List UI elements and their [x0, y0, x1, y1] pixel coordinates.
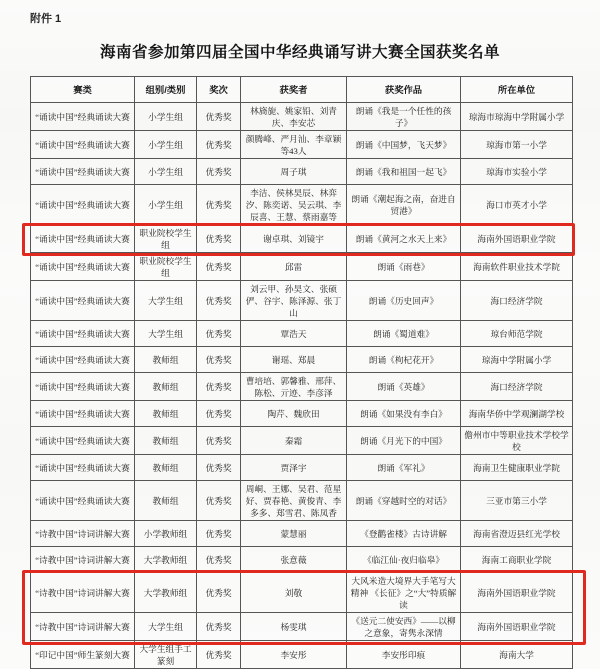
- table-cell: 朗诵《穿越时空的对话》: [347, 481, 461, 521]
- table-cell: 优秀奖: [197, 281, 241, 321]
- table-cell: 朗诵《黄河之水天上来》: [347, 225, 461, 253]
- table-cell: “诵读中国”经典诵读大赛: [31, 185, 135, 225]
- table-cell: 海南软件职业技术学院: [461, 253, 573, 281]
- table-cell: “诵读中国”经典诵读大赛: [31, 159, 135, 185]
- table-cell: 优秀奖: [197, 103, 241, 131]
- table-cell: 《临江仙·夜归临皋》: [347, 547, 461, 573]
- table-row: [31, 281, 573, 321]
- table-cell: 优秀奖: [197, 159, 241, 185]
- table-cell: 李洁、侯林昊辰、林弈汐、陈奕诺、吴云琪、李辰喜、王慧、蔡雨嘉等: [241, 185, 347, 225]
- table-row: [31, 159, 573, 185]
- table-row: [31, 225, 573, 253]
- table-cell: 优秀奖: [197, 253, 241, 281]
- table-cell: 优秀奖: [197, 521, 241, 547]
- table-cell: “诗教中国”诗词讲解大赛: [31, 547, 135, 573]
- column-header: 获奖作品: [347, 77, 461, 103]
- table-cell: 邱雷: [241, 253, 347, 281]
- table-cell: 教师组: [135, 455, 197, 481]
- table-row: [31, 613, 573, 641]
- table-cell: 大学教师组: [135, 547, 197, 573]
- attachment-label: 附件 1: [30, 13, 62, 25]
- table-cell: “诵读中国”经典诵读大赛: [31, 103, 135, 131]
- table-cell: 海南工商职业学院: [461, 547, 573, 573]
- table-cell: 谢卓琪、刘镜宇: [241, 225, 347, 253]
- table-cell: 朗诵《月光下的中国》: [347, 427, 461, 455]
- table-cell: 朗诵《蜀道难》: [347, 321, 461, 347]
- table-cell: 周峒、王娜、吴君、范星好、贾春艳、黄俊青、李多多、郑雪君、陈凤香: [241, 481, 347, 521]
- table-cell: 朗诵《英雄》: [347, 373, 461, 401]
- table-cell: 曹培培、郭馨雅、邢萍、陈松、亓迹、李彦泽: [241, 373, 347, 401]
- table-cell: 小学生组: [135, 159, 197, 185]
- table-cell: 琼海中学附属小学: [461, 347, 573, 373]
- table-row: [31, 103, 573, 131]
- table-cell: 大学生组: [135, 321, 197, 347]
- table-cell: “诵读中国”经典诵读大赛: [31, 281, 135, 321]
- table-cell: 海南外国语职业学院: [461, 225, 573, 253]
- table-row: [31, 321, 573, 347]
- table-cell: “诵读中国”经典诵读大赛: [31, 347, 135, 373]
- table-cell: 朗诵《雨巷》: [347, 253, 461, 281]
- table-cell: 海南外国语职业学院: [461, 573, 573, 613]
- table-cell: 海南卫生健康职业学院: [461, 455, 573, 481]
- table-cell: “诵读中国”经典诵读大赛: [31, 373, 135, 401]
- table-cell: 林旖旎、姚家铅、刘青庆、李安芯: [241, 103, 347, 131]
- table-cell: 优秀奖: [197, 481, 241, 521]
- table-cell: 琼海市实验小学: [461, 159, 573, 185]
- table-cell: 朗诵《如果没有李白》: [347, 401, 461, 427]
- table-cell: “诵读中国”经典诵读大赛: [31, 481, 135, 521]
- table-cell: 朗诵《潮起海之南，奋进自贸港》: [347, 185, 461, 225]
- table-row: [31, 641, 573, 669]
- table-cell: 贾泽宇: [241, 455, 347, 481]
- table-cell: “诗教中国”诗词讲解大赛: [31, 613, 135, 641]
- table-cell: 职业院校学生组: [135, 225, 197, 253]
- table-cell: 杨雯琪: [241, 613, 347, 641]
- table-cell: “诵读中国”经典诵读大赛: [31, 401, 135, 427]
- table-cell: “诵读中国”经典诵读大赛: [31, 321, 135, 347]
- table-cell: 李安彤印痕: [347, 641, 461, 669]
- table-cell: 大风米造大境界大手笔写大精神 《长征》之“大”特质解读: [347, 573, 461, 613]
- table-cell: 李安彤: [241, 641, 347, 669]
- table-cell: 教师组: [135, 401, 197, 427]
- table-cell: 海南外国语职业学院: [461, 613, 573, 641]
- table-cell: 大学生组: [135, 281, 197, 321]
- table-row: [31, 521, 573, 547]
- table-cell: 《登鹳雀楼》古诗讲解: [347, 521, 461, 547]
- table-cell: 琼台师范学院: [461, 321, 573, 347]
- column-header: 组别/类别: [135, 77, 197, 103]
- table-cell: 儋州市中等职业技术学校学校: [461, 427, 573, 455]
- table-cell: 朗诵《我是一个任性的孩子》: [347, 103, 461, 131]
- table-row: [31, 185, 573, 225]
- table-cell: 优秀奖: [197, 373, 241, 401]
- table-cell: 优秀奖: [197, 427, 241, 455]
- column-header: 奖次: [197, 77, 241, 103]
- table-cell: 张意薇: [241, 547, 347, 573]
- table-body: [31, 103, 573, 669]
- table-cell: 优秀奖: [197, 641, 241, 669]
- table-cell: 小学生组: [135, 131, 197, 159]
- table-row: [31, 131, 573, 159]
- table-cell: 教师组: [135, 347, 197, 373]
- table-cell: 海南省澄迈县红光学校: [461, 521, 573, 547]
- table-row: [31, 347, 573, 373]
- page-title: 海南省参加第四届全国中华经典诵写讲大赛全国获奖名单: [99, 44, 500, 61]
- table-cell: 海口市英才小学: [461, 185, 573, 225]
- table-cell: 优秀奖: [197, 225, 241, 253]
- table-cell: 陶芹、魏欣田: [241, 401, 347, 427]
- awards-table-wrap: [30, 76, 572, 669]
- table-cell: 优秀奖: [197, 131, 241, 159]
- table-cell: 周子琪: [241, 159, 347, 185]
- table-cell: 优秀奖: [197, 547, 241, 573]
- table-cell: 朗诵《历史回声》: [347, 281, 461, 321]
- table-cell: 海口经济学院: [461, 373, 573, 401]
- table-cell: 谢瑶、郑晨: [241, 347, 347, 373]
- table-cell: 优秀奖: [197, 455, 241, 481]
- column-header: 所在单位: [461, 77, 573, 103]
- table-row: [31, 373, 573, 401]
- table-cell: 刘云甲、孙昊文、张硕俨、谷宇、陈泽源、张丁山: [241, 281, 347, 321]
- table-row: [31, 481, 573, 521]
- table-row: [31, 455, 573, 481]
- table-cell: “诗教中国”诗词讲解大赛: [31, 573, 135, 613]
- table-cell: 职业院校学生组: [135, 253, 197, 281]
- table-cell: 蒙慧丽: [241, 521, 347, 547]
- table-cell: 秦霜: [241, 427, 347, 455]
- table-cell: 三亚市第三小学: [461, 481, 573, 521]
- table-cell: 覃浩天: [241, 321, 347, 347]
- table-cell: “诵读中国”经典诵读大赛: [31, 427, 135, 455]
- table-cell: 颜腾峰、严月汕、李章颖等43人: [241, 131, 347, 159]
- table-cell: 优秀奖: [197, 573, 241, 613]
- table-cell: 海南华侨中学观澜湖学校: [461, 401, 573, 427]
- table-cell: 小学生组: [135, 103, 197, 131]
- table-cell: 教师组: [135, 373, 197, 401]
- table-cell: 海南大学: [461, 641, 573, 669]
- table-cell: 刘敬: [241, 573, 347, 613]
- table-cell: “诵读中国”经典诵读大赛: [31, 225, 135, 253]
- table-cell: 海口经济学院: [461, 281, 573, 321]
- table-cell: 优秀奖: [197, 613, 241, 641]
- table-cell: 小学教师组: [135, 521, 197, 547]
- table-cell: 大学生组手工篆刻: [135, 641, 197, 669]
- table-cell: 优秀奖: [197, 321, 241, 347]
- table-cell: “诵读中国”经典诵读大赛: [31, 455, 135, 481]
- table-cell: 朗诵《中国梦，飞天梦》: [347, 131, 461, 159]
- table-header-row: [31, 77, 573, 103]
- table-row: [31, 401, 573, 427]
- table-cell: 琼海市第一小学: [461, 131, 573, 159]
- table-row: [31, 427, 573, 455]
- column-header: 赛类: [31, 77, 135, 103]
- table-cell: 优秀奖: [197, 185, 241, 225]
- table-cell: 大学生组: [135, 613, 197, 641]
- table-cell: 朗诵《枸杞花开》: [347, 347, 461, 373]
- table-cell: 《送元二使安西》——以柳之意象，寄隽永深情: [347, 613, 461, 641]
- awards-table: [30, 76, 573, 669]
- table-cell: 朗诵《军礼》: [347, 455, 461, 481]
- table-row: [31, 253, 573, 281]
- table-row: [31, 573, 573, 613]
- table-cell: “诵读中国”经典诵读大赛: [31, 253, 135, 281]
- table-cell: “印记中国”师生篆刻大赛: [31, 641, 135, 669]
- table-cell: 琼海市琼海中学附属小学: [461, 103, 573, 131]
- table-cell: 优秀奖: [197, 347, 241, 373]
- table-cell: “诗教中国”诗词讲解大赛: [31, 521, 135, 547]
- table-cell: 教师组: [135, 427, 197, 455]
- table-cell: “诵读中国”经典诵读大赛: [31, 131, 135, 159]
- table-row: [31, 547, 573, 573]
- table-cell: 小学生组: [135, 185, 197, 225]
- column-header: 获奖者: [241, 77, 347, 103]
- table-cell: 朗诵《我和祖国一起飞》: [347, 159, 461, 185]
- table-cell: 优秀奖: [197, 401, 241, 427]
- table-cell: 大学教师组: [135, 573, 197, 613]
- table-cell: 教师组: [135, 481, 197, 521]
